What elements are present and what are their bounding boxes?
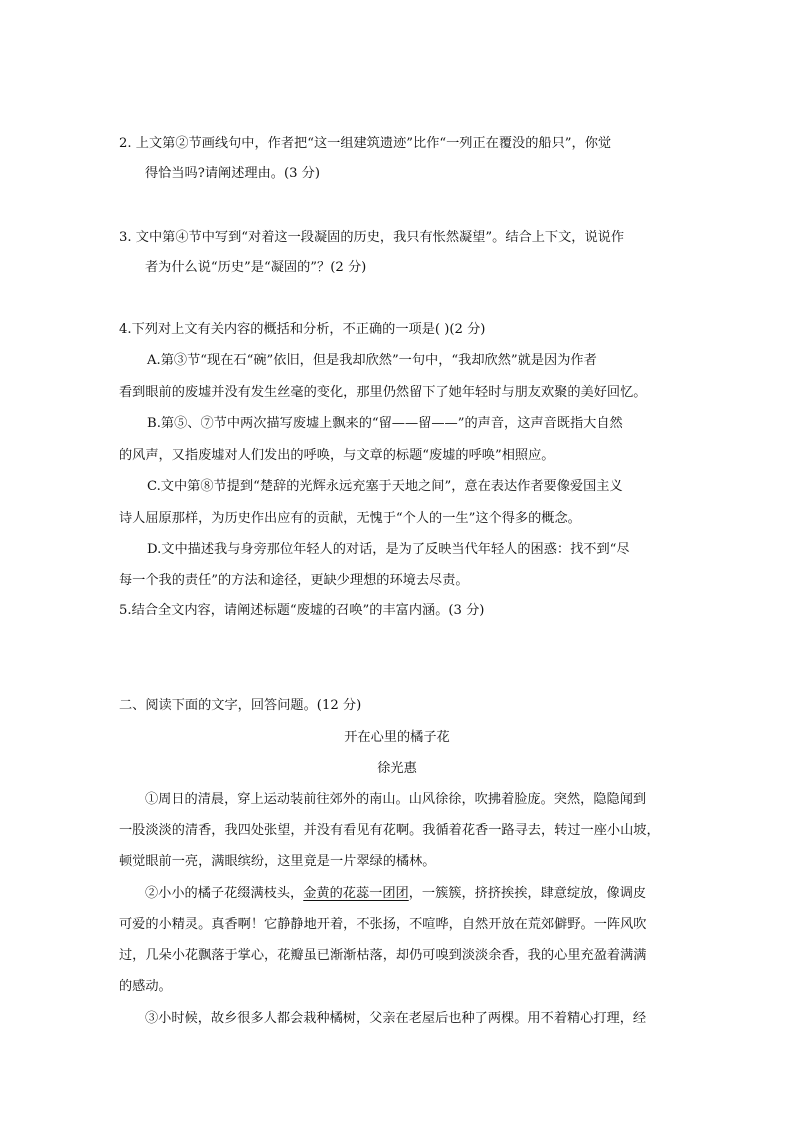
q3-line-2: 者为什么说“历史”是“凝固的”？(2 分) (145, 260, 367, 275)
paragraph-1-line-3: 顿觉眼前一亮，满眼缤纷，这里竟是一片翠绿的橘林。 (119, 854, 436, 869)
paragraph-1-line-1: ①周日的清晨，穿上运动装前往郊外的南山。山风徐徐，吹拂着脸庞。突然，隐隐闻到 (145, 792, 647, 807)
paragraph-3-line-1: ③小时候，故乡很多人都会栽种橘树，父亲在老屋后也种了两棵。用不着精心打理，经 (145, 1011, 647, 1026)
q4-option-b-line-1: B.第⑤、⑦节中两次描写废墟上飘来的“留——留——”的声音，这声音既指大自然 (147, 416, 623, 431)
article-author: 徐光惠 (377, 761, 417, 776)
paragraph-2-line-3: 过，几朵小花飘落于掌心，花瓣虽已渐渐枯落，却仍可嗅到淡淡余香，我的心里充盈着满满 (119, 948, 647, 963)
q4-option-a-line-1: A.第③节“现在石“碗”依旧，但是我却欣然”一句中，“我却欣然”就是因为作者 (147, 353, 597, 368)
q4-option-c-line-1: C.文中第⑧节提到“楚辞的光辉永远充塞于天地之间”，意在表达作者要像爱国主义 (147, 479, 623, 494)
paragraph-2-line-4: 的感动。 (119, 979, 172, 994)
article-title: 开在心里的橘子花 (344, 730, 450, 745)
paragraph-1-line-2: 一股淡淡的清香，我四处张望，并没有看见有花啊。我循着花香一路寻去，转过一座小山坡， (119, 823, 660, 838)
section-heading: 二、阅读下面的文字，回答问题。(12 分) (119, 698, 362, 713)
q4-option-d-line-1: D.文中描述我与身旁那位年轻人的对话，是为了反映当代年轻人的困惑：找不到“尽 (147, 542, 630, 557)
q2-line-2: 得恰当吗?请阐述理由。(3 分) (145, 166, 321, 181)
underlined-sentence: 金黄的花蕊一团团 (303, 886, 409, 901)
paragraph-2-line-1 (145, 884, 646, 904)
q4-option-d-line-2: 每一个我的责任”的方法和途径，更缺少理想的环境去尽责。 (119, 573, 469, 588)
paragraph-2-line-2: 可爱的小精灵。真香啊！它静静地开着，不张扬，不喧哗，自然开放在荒郊僻野。一阵风吹 (119, 917, 647, 932)
q2-line-1: 2. 上文第②节画线句中，作者把“这一组建筑遗迹”比作“一列正在覆没的船只”，你觉 (119, 136, 612, 151)
paragraph-2-text-a: ②小小的橘子花缀满枝头， (145, 886, 304, 901)
q4-stem: 4.下列对上文有关内容的概括和分析，不正确的一项是( )(2 分) (119, 322, 486, 337)
paragraph-2-text-b: ，一簇簇，挤挤挨挨，肆意绽放，像调皮 (408, 886, 647, 901)
q4-option-c-line-2: 诗人屈原那样，为历史作出应有的贡献，无愧于“个人的一生”这个得多的概念。 (119, 511, 581, 526)
q3-line-1: 3. 文中第④节中写到“对着这一段凝固的历史，我只有怅然凝望”。结合上下文，说说作 (119, 230, 625, 245)
q4-option-b-line-2: 的风声，又指废墟对人们发出的呼唤，与文章的标题“废墟的呼唤”相照应。 (119, 448, 555, 463)
question-5: 5.结合全文内容，请阐述标题“废墟的召唤”的丰富内涵。(3 分) (119, 603, 485, 618)
q4-option-a-line-2: 看到眼前的废墟并没有发生丝毫的变化，那里仍然留下了她年轻时与朋友欢聚的美好回忆。 (119, 385, 647, 400)
